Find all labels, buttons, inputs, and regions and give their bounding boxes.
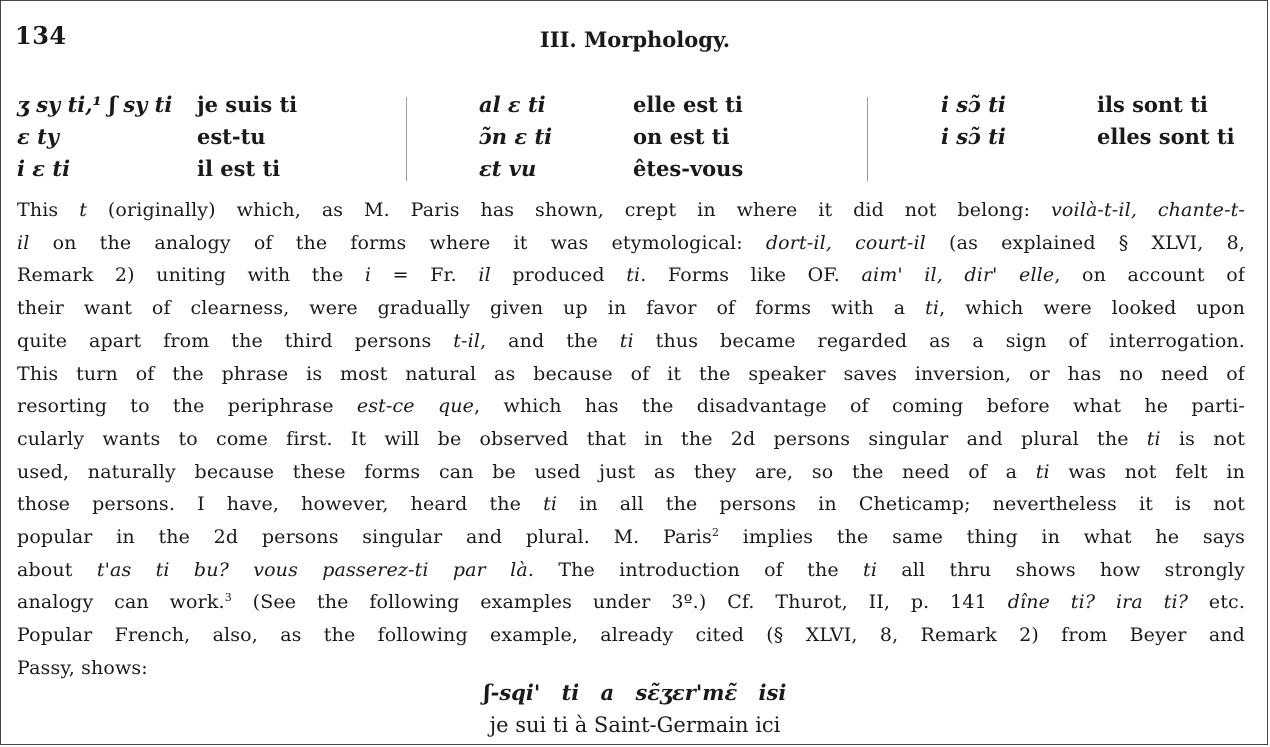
paradigm-cell: elles sont ti — [1097, 124, 1235, 149]
text-line: This turn of the phrase is most natural as because of it the speaker saves inversion, or has no need of — [17, 362, 1245, 385]
paradigm-col1-phonetic — [17, 89, 172, 185]
running-head: III. Morphology. — [539, 27, 731, 52]
paradigm-cell: i sɔ̃ ti — [941, 124, 1006, 149]
paradigm-cell: ils sont ti — [1097, 92, 1208, 117]
paradigm-col1-french — [197, 89, 297, 185]
conjugation-paradigm — [1, 89, 1268, 181]
paradigm-col3-phonetic — [941, 89, 1006, 153]
paradigm-cell: est-tu — [197, 124, 266, 149]
body-paragraph — [17, 194, 1245, 685]
paradigm-col3-french — [1097, 89, 1235, 153]
text-line: used, naturally because these forms can be used just as they are, so the need of a ti was not felt in — [17, 460, 1245, 483]
page-number: 134 — [15, 21, 67, 50]
text-line: analogy can work.$^3$ (See the following examples under 3º.) Cf. Thurot, II, p. 141 dîne ti? ira ti? etc. — [17, 591, 1245, 614]
text-line: about t'as ti bu? vous passerez-ti par là. The introduction of the ti all thru shows how strongly — [17, 558, 1245, 581]
text-line: Remark 2) uniting with the i = Fr. il produced ti. Forms like OF. aim' il, dir' elle, on account of — [17, 264, 1245, 287]
text-line: This t (originally) which, as M. Paris has shown, crept in where it did not belong: voilà-t-il, chante-t- — [17, 199, 1245, 221]
paradigm-cell: al ɛ ti — [479, 92, 546, 117]
column-divider — [406, 97, 407, 181]
paradigm-cell: elle est ti — [633, 92, 743, 117]
example-sentence — [1, 677, 1268, 741]
paradigm-cell: ɔ̃n ɛ ti — [479, 124, 553, 149]
text-line: popular in the 2d persons singular and plural. M. Paris$^2$ implies the same thing in what he says — [17, 526, 1245, 549]
text-line: their want of clearness, were gradually given up in favor of forms with a ti, which were looked upon — [17, 297, 1245, 320]
paradigm-cell: i ɛ ti — [17, 156, 71, 181]
text-line: Popular French, also, as the following example, already cited (§ XLVI, 8, Remark 2) from Beyer and — [17, 624, 1245, 647]
paradigm-col2-french — [633, 89, 743, 185]
paradigm-cell: ɛ ty — [17, 124, 59, 149]
text-line: Passy, shows: — [17, 656, 148, 679]
paradigm-cell: je suis ti — [197, 92, 298, 117]
example-french: je sui ti à Saint-Germain ici — [489, 713, 781, 737]
text-line: quite apart from the third persons t-il, and the ti thus became regarded as a sign of interrogation. — [17, 329, 1245, 352]
text-line: cularly wants to come first. It will be observed that in the 2d persons singular and plural the ti is not — [17, 427, 1245, 450]
footnote-marker: 3 — [224, 591, 232, 605]
column-divider — [867, 97, 868, 181]
paradigm-cell: on est ti — [633, 124, 730, 149]
paradigm-cell: il est ti — [197, 156, 281, 181]
text-line: resorting to the periphrase est-ce que, which has the disadvantage of coming before what he parti- — [17, 395, 1245, 418]
paradigm-cell: êtes-vous — [633, 156, 744, 181]
paradigm-cell: i sɔ̃ ti — [941, 92, 1006, 117]
footnote-marker: 2 — [711, 526, 720, 540]
example-phonetic: ʃ-sqi' ti a sɛ̃ʒɛr'mɛ̃ isi — [483, 680, 787, 705]
paradigm-cell: ʒ sy ti,¹ ʃ sy ti — [17, 92, 173, 117]
text-line: il on the analogy of the forms where it was etymological: dort-il, court-il (as explained § XLVI, 8, — [17, 231, 1245, 254]
paradigm-cell: ɛt vu — [479, 156, 537, 181]
paradigm-col2-phonetic — [479, 89, 552, 185]
text-line: those persons. I have, however, heard the ti in all the persons in Cheticamp; nevertheless it is not — [17, 493, 1245, 516]
